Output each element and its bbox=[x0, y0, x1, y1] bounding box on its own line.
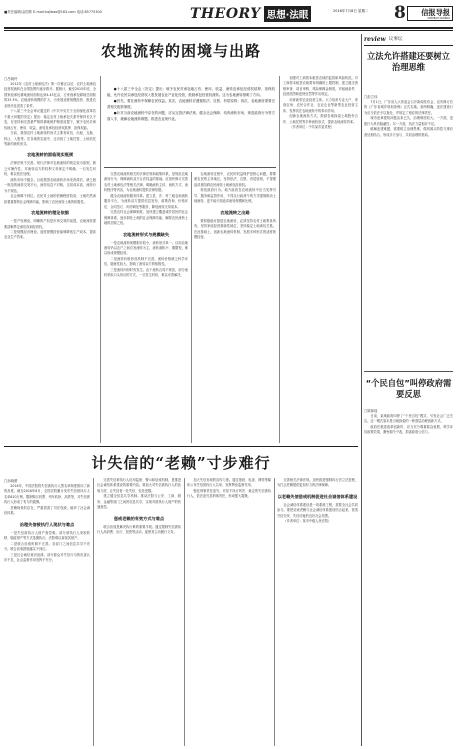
sidebar-article-1-title: 立法允许搭建还要树立治理思维 bbox=[367, 51, 450, 72]
paragraph: 一是农地流转规模相对较小，流转形式单一。目前农地流转仍以农户之间自发流转为主，流转面积小、期限短，难以形成规模经营。 bbox=[104, 240, 188, 256]
column-rule bbox=[191, 172, 192, 443]
paragraph: 社会保障不到位。农民对土地的依赖程度较高，土地仍然承担着重要的社会保障功能，影响了农民流转土地的积极性。 bbox=[4, 194, 96, 204]
page-number: 8 bbox=[394, 3, 406, 23]
article-1-col-1 bbox=[4, 76, 96, 443]
newspaper-masthead bbox=[407, 6, 453, 21]
sidebar-section-en: review bbox=[364, 35, 386, 43]
sidebar-article-2-author: □陈林瑶 bbox=[364, 409, 378, 413]
sidebar-article-1-body bbox=[364, 94, 453, 368]
paragraph: 规范政府行为。地方政府在农地流转中应当发挥引导、服务和监管作用，不得以行政命令的方式强制推动土地流转，更不能片面追求流转规模和比例。 bbox=[194, 188, 276, 204]
paragraph: （作者单位：某市中级人民法院） bbox=[283, 519, 332, 524]
paragraph: 培育新型农业经营主体。大力培育专业大户、家庭农场、农民合作社、农业企业等新型农业经营主体，发挥其在农地流转中的带动作用。 bbox=[283, 97, 358, 113]
paragraph: 2016年，中国法院将失信被执行人黑名单制度推向了新的高度。截至2016年6月，全国法院累计发布失信被执行人名单610万例，限制购买机票、列车软卧、高铁等，对失信被执行人形成了有力的震慑。 bbox=[4, 484, 90, 505]
paragraph: 完善失信被执行人信用监督、警示和惩戒机制，是推进社会诚信体系建设的重要内容。要加大对失信被执行人的惩戒力度，让失信者一处失信、处处受限。 bbox=[97, 478, 181, 493]
paragraph: 健全农地流转服务体系。建立县、乡、村三级农地流转服务平台，为流转双方提供信息发布、政策咨询、价格评估、合同签订、纠纷调处等服务，降低流转交易成本。 bbox=[104, 193, 188, 209]
article-1-subheading-1: 农地流转的面临现实瓶颈 bbox=[26, 152, 74, 158]
paragraph: 日前，某地政府叫停了“个民自包”模式，引发社会广泛关注。这一模式原本是当地探索的一种基层治理创新方式。 bbox=[364, 414, 453, 424]
section-name-cn: 思想·法眼 bbox=[264, 6, 312, 22]
article-divider bbox=[4, 446, 358, 447]
sidebar-rule bbox=[361, 34, 362, 746]
paragraph: 建立健全信息共享机制。推动法院与公安、工商、税务、金融等部门之间的信息共享，实现对被执行人财产的快速查控。 bbox=[97, 494, 181, 510]
column-rule bbox=[100, 76, 101, 443]
sidebar-item-rule bbox=[364, 371, 453, 372]
paragraph: 要积极稳妥推进农地流转，必须坚持农村土地集体所有，坚持家庭经营基础性地位，坚持稳定土地承包关系。在此基础上，创新农地流转机制，发展多种形式的适度规模经营。 bbox=[194, 218, 276, 240]
paragraph: 一是产权理论。明晰的产权是市场交易的前提，农地流转需要清晰界定承包权和经营权。 bbox=[4, 219, 96, 229]
paragraph: （作者单位：中共某市委党校） bbox=[289, 125, 335, 130]
article-2-subheading-1: 治理失信被执行人现状与难点 bbox=[19, 521, 75, 527]
paragraph: 老赖现象的存在，严重损害了司法权威，破坏了社会诚信体系。 bbox=[4, 505, 90, 516]
article-2-author: □孙晓蕾 bbox=[4, 479, 18, 483]
article-1-subheading-2: 农地流转的理论依据 bbox=[31, 210, 69, 216]
article-1-subheading-4: 农地流转之出路 bbox=[220, 209, 250, 215]
article-1-col-2 bbox=[104, 172, 188, 443]
sidebar-head-rule bbox=[364, 45, 453, 46]
paragraph: 完善相关法律法规。加快推进强制执行法立法进程，为打击老赖提供更加有力的法律保障。 bbox=[277, 478, 358, 488]
article-1-author: □吕晓玲 bbox=[4, 77, 18, 81]
sidebar-section-cn: 议事坛 bbox=[388, 37, 403, 42]
paragraph: 联合惩戒是解决执行难的重要手段。通过限制失信被执行人高消费、出行、投资等活动，促使其主动履行义务。 bbox=[97, 524, 181, 535]
article-2-subheading-2: 惩戒老赖的有效方式与难点 bbox=[113, 515, 165, 521]
paragraph: 创新农地流转方式。鼓励各地探索土地股份合作、土地托管等多种流转形式，提高农地流转效率。 bbox=[283, 114, 358, 124]
column-rule bbox=[93, 478, 94, 746]
header-rule bbox=[4, 27, 453, 29]
paragraph: 农地流转过程中，农民的权益保护是核心问题。要尊重农民的主体地位，坚持依法、自愿、有偿原则，不得强迫或者阻碍农民流转土地承包经营权。 bbox=[194, 172, 276, 187]
paragraph: 完善农村社会保障制度。加快建立覆盖城乡居民的社会保障体系，逐步弱化土地的社会保障功能，解除农民流转土地的后顾之忧。 bbox=[104, 210, 188, 226]
section-name-en: THEORY bbox=[190, 6, 261, 22]
paragraph: 二是联合惩戒机制不完善。各部门之间信息共享不充分，联合惩戒措施落实不到位。 bbox=[4, 541, 90, 552]
column-rule bbox=[184, 478, 185, 746]
page-header bbox=[4, 2, 453, 28]
article-2-col-4 bbox=[277, 478, 358, 746]
sidebar-section-head bbox=[364, 34, 453, 44]
article-2-headline: 计失信的“老赖”寸步难行 bbox=[91, 454, 271, 472]
paragraph: 法律法规不完善。现行法律对农地流转的规定较为原则，缺乏可操作性，对流转双方的权利义务规定不明确，一旦发生纠纷，难以依法处理。 bbox=[4, 161, 96, 177]
review-sidebar bbox=[364, 34, 453, 746]
article-2-subheading-3: 以老赖失信惩戒机制促进社会诚信体系建设 bbox=[277, 493, 358, 499]
paragraph: 社会诚信体系建设是一项系统工程，需要全社会共同参与。要把惩戒老赖与社会诚信体系建设结合起来，营造守信光荣、失信可耻的良好社会氛围。 bbox=[277, 502, 358, 518]
paragraph: 流转市场不健全。目前我国农地流转市场发育滞后，缺乏统一规范的流转交易平台，流转信息不对称，交易成本高，流转行为不规范。 bbox=[4, 177, 96, 193]
article-2-col-1 bbox=[4, 478, 90, 746]
masthead-text: 信报导报 bbox=[421, 8, 450, 17]
article-2-col-2 bbox=[97, 478, 181, 746]
editor-line: ■责任编辑/金国栋 E-mail:hajibao@163.com 电话:85775300 bbox=[4, 10, 102, 14]
section-logo bbox=[190, 5, 311, 23]
sidebar-article-2-body bbox=[364, 408, 453, 744]
paragraph: 当前，我国农村土地流转的形式主要有转包、出租、互换、转让、入股等。在各地的实践中，还出现了土地托管、土地信托等新的流转形式。 bbox=[4, 131, 96, 146]
sidebar-article-2-title: “个民自包”叫停政府需要反思 bbox=[365, 378, 452, 399]
paragraph: 7月1日，广东省人大常委会召开新闻发布会，宣布修订后的《广东省城乡规划条例》正式实施。条例明确，违法建设行为应当依法予以查处，并规定了相应的法律责任。 bbox=[364, 100, 453, 115]
issue-date: 2016年7月8日 星期二 bbox=[333, 9, 369, 13]
paragraph: 十八届三中全会审议通过的《中共中央关于全面深化改革若干重大问题的决定》提出：稳定农村土地承包关系并保持长久不变，在坚持和完善最严格的耕地保护制度前提下，赋予农民对承包地占有、使用、收益、流转及承包经营权抵押、担保权能。 bbox=[4, 109, 96, 130]
sidebar-article-1-author: □彭立伟 bbox=[364, 95, 378, 99]
paragraph: 破解违建难题，需要树立治理思维，做到源头防控与事后查处相结合，形成多方参与、共同治理的格局。 bbox=[364, 127, 453, 137]
article-2-col-3 bbox=[187, 478, 271, 746]
paragraph: 2012年《农村土地承包法》第一次修正以后，农村土地承包经营权流转在全国范围内逐步推开。据统计，截至2015年底，全国家庭承包耕地流转面积达到4.43亿亩，占家庭承包耕地总面积的33.3%。农地流转规模的扩大，为发展适度规模经营、推进农业现代化创造了条件。 bbox=[4, 82, 96, 108]
column-rule bbox=[279, 76, 280, 443]
article-1-summary bbox=[107, 87, 275, 124]
article-1-col-4 bbox=[283, 76, 358, 443]
article-1-col-3 bbox=[194, 172, 276, 443]
paragraph: 二是流转价格形成机制不完善。流转价格缺乏科学评估，随意性较大，影响了流转双方的积极性。 bbox=[104, 256, 188, 267]
paragraph: 城市违章建筑问题由来已久，治理难度较大。一方面，违建行为具有隐蔽性；另一方面，执法力量相对不足。 bbox=[364, 116, 453, 126]
article-1-headline: 农地流转的困境与出路 bbox=[100, 42, 261, 60]
article-1-subheading-3: 农地流转形式与规模缺失 bbox=[122, 231, 170, 237]
header-rule-thin bbox=[4, 30, 453, 31]
paragraph: 三是社会诚信意识淡薄。部分群众对失信行为的危害认识不足，社会监督作用发挥不充分。 bbox=[4, 552, 90, 562]
summary-point: ●十八届三中全会《决定》提出：赋予农民对承包地占有、使用、收益、流转及承包经营权抵押、担保权能，允许农民以承包经营权入股发展农业产业化经营，鼓励承包经营权流转。这为农地流转指明了方向。 bbox=[107, 87, 275, 97]
paragraph: 加大失信惩戒的宣传力度。通过报纸、电视、网络等媒体公布失信被执行人名单，发挥舆论监督作用。 bbox=[187, 478, 271, 488]
masthead-en: XINXIBAO DAOBAO bbox=[427, 17, 450, 20]
column-rule bbox=[274, 478, 275, 746]
paragraph: 政府在推进改革创新时，应当充分尊重群众意愿，科学评估政策效果，避免朝令夕改，损害政府公信力。 bbox=[364, 424, 453, 435]
summary-rule bbox=[104, 167, 276, 168]
summary-point: ●首先，要在流转中保障农民权益。其次，农地流转应遵循依法、自愿、有偿原则；再次，农地流转需要完善相关配套制度。 bbox=[107, 99, 275, 109]
paragraph: 完善农地流转相关的法律法规和政策体系，是规范农地流转行为、保障流转双方合法权益的基础。应加快修订完善农村土地承包法等相关法律，明确流转主体、流转方式、流转程序等内容，为农地流转提供法律依据。 bbox=[104, 172, 188, 193]
paragraph: 二是规模经济理论。适度规模经营能够降低生产成本，提高农业生产效率。 bbox=[4, 229, 96, 240]
summary-point: ●针对当前农地流转中存在的问题，应从完善法律法规、健全社会保障、培育流转市场、规范政府行为等方面入手，破解农地流转难题，推进农业现代化。 bbox=[107, 111, 275, 121]
paragraph: 一是失信被执行人财产查控难。部分被执行人采取转移、隐匿财产等方式逃避执行，法院难以查找其财产。 bbox=[4, 530, 90, 541]
paragraph: 加强对工商资本租赁农地的监管和风险防范。对工商资本租赁农地要有明确的上限控制，建立健全资格审查、项目审核、风险保障金制度，对租地条件、经营范围和违规处罚等作出规定。 bbox=[283, 76, 358, 97]
paragraph: 强化刑事责任追究。对拒不执行判决、裁定的失信被执行人，依法追究其刑事责任，形成强大震慑。 bbox=[187, 488, 271, 499]
paragraph: 三是流转纠纷时有发生。由于流转合同不规范，部分流转采取口头协议的方式，一旦发生纠纷，难以妥善解决。 bbox=[104, 267, 188, 278]
